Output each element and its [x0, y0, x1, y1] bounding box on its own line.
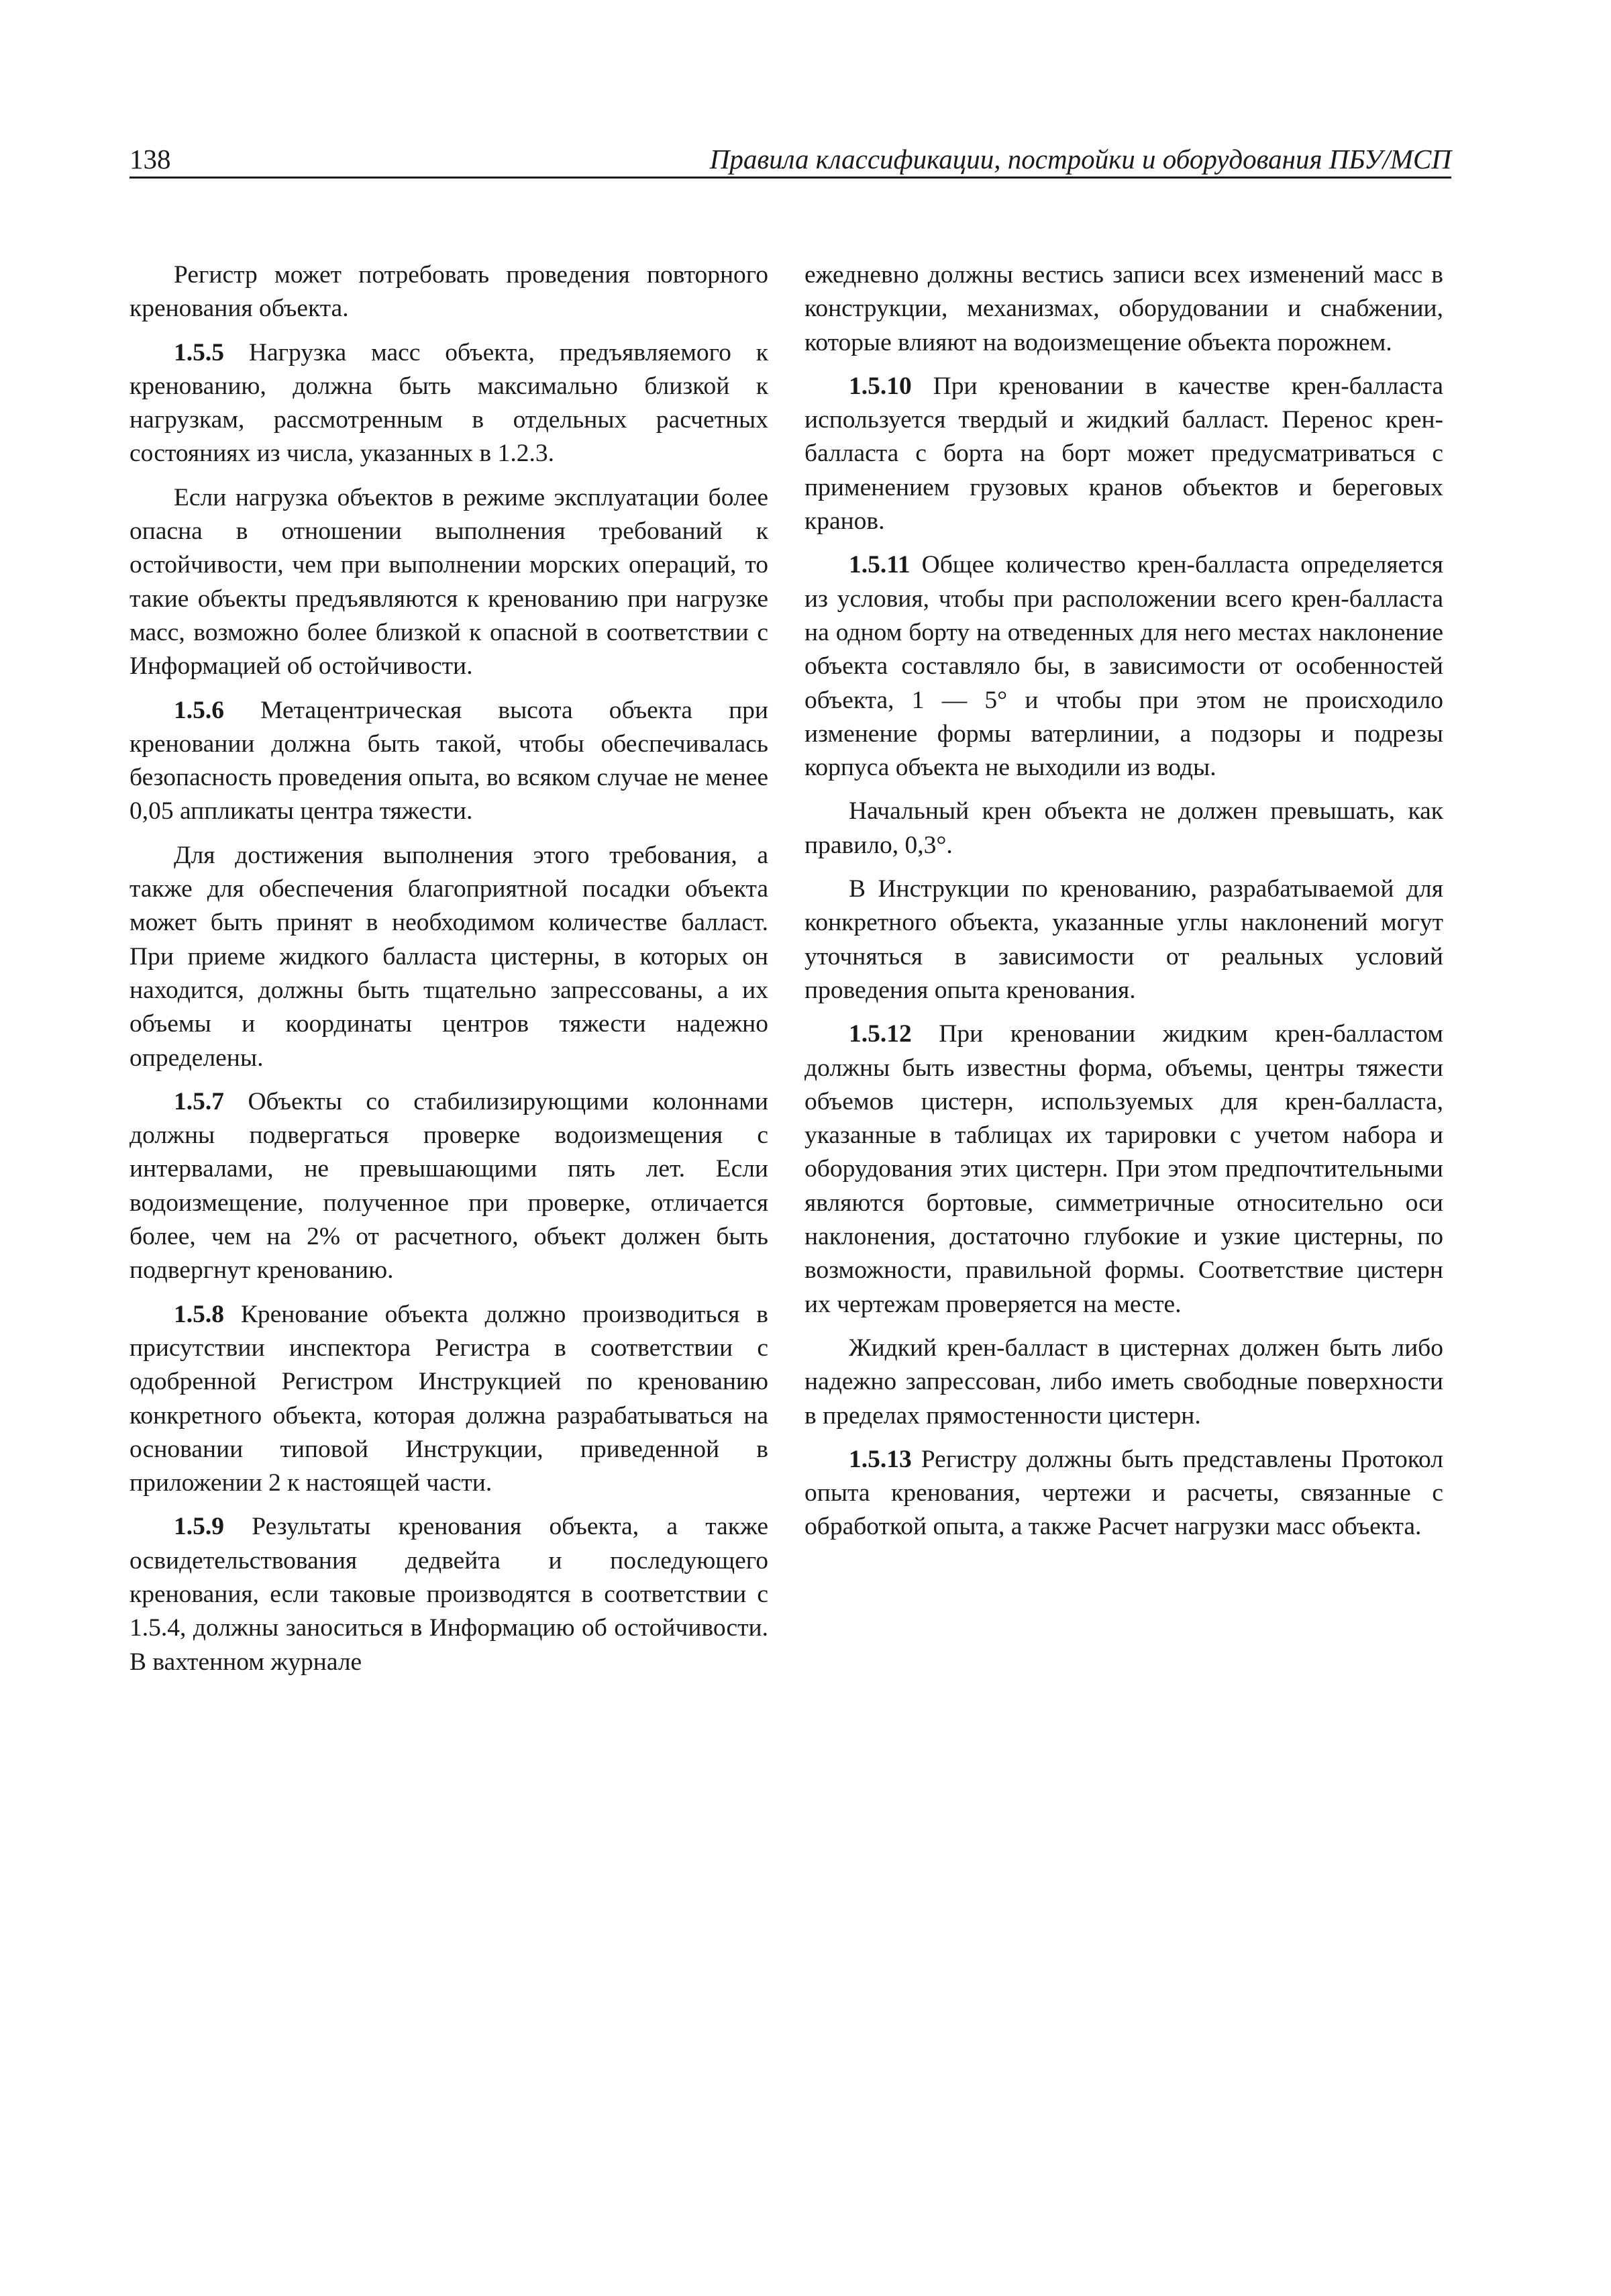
- paragraph: [129, 336, 768, 471]
- paragraph-text: Для достижения выполнения этого требования, а также для обеспечения благоприятной посадки объекта может быть принят в необходимом количестве балласт. При приеме жидкого балласта цистерны, в которых он находится, должны быть тщательно запрессованы, а их объемы и координаты центров тяжести надежно определены.: [129, 841, 768, 1072]
- paragraph-continuation: [804, 258, 1443, 360]
- clause-number: 1.5.10: [849, 372, 912, 400]
- paragraph: [804, 1443, 1443, 1544]
- paragraph-text: Если нагрузка объектов в режиме эксплуатации более опасна в отношении выполнения требований к остойчивости, чем при выполнении морских операций, то такие объекты предъявляются к кренованию при нагрузке масс, возможно более близкой к опасной в соответствии с Информацией об остойчивости.: [129, 483, 768, 681]
- paragraph-text: Объекты со стабилизирующими колоннами должны подвергаться проверке водоизмещения с интервалами, не превышающими пять лет. Если водоизмещение, полученное при проверке, отличается более, чем на 2% от расчетного, объект должен быть подвергнут кренованию.: [129, 1087, 769, 1285]
- paragraph-text: Результаты кренования объекта, а также освидетельствования дедвейта и последующего кренования, если таковые производятся в соответствии с 1.5.4, должны заноситься в Информацию об остойчивости. В вахтенном журнале: [129, 1513, 769, 1676]
- clause-number: 1.5.7: [174, 1087, 224, 1115]
- page-number: 138: [129, 144, 171, 174]
- paragraph-text: Метацентрическая высота объекта при креновании должна быть такой, чтобы обеспечивалась безопасность проведения опыта, во всяком случае не менее 0,05 аппликаты центра тяжести.: [129, 696, 768, 826]
- paragraph-text: ежедневно должны вестись записи всех изменений масс в конструкции, механизмах, оборудовании и снабжении, которые влияют на водоизмещение объекта порожнем.: [804, 261, 1443, 356]
- clause-number: 1.5.8: [174, 1300, 224, 1328]
- paragraph-text: Начальный крен объекта не должен превышать, как правило, 0,3°.: [804, 797, 1443, 859]
- paragraph-text: При креновании жидким крен-балластом должны быть известны форма, объемы, центры тяжести объемов цистерн, используемых для крен-балласта, указанные в таблицах их тарировки с учетом набора и оборудования этих цистерн. При этом предпочтительными являются бортовые, симметричные относительно оси наклонения, достаточно глубокие и узкие цистерны, по возможности, правильной формы. Соответствие цистерн их чертежам проверяется на месте.: [804, 1020, 1443, 1318]
- paragraph: [804, 370, 1443, 538]
- right-column: [804, 258, 1443, 1554]
- paragraph: [804, 795, 1443, 862]
- clause-number: 1.5.5: [174, 338, 224, 366]
- paragraph: [129, 258, 768, 326]
- paragraph: [129, 481, 768, 684]
- left-column: [129, 258, 768, 1689]
- running-title: Правила классификации, постройки и оборудования ПБУ/МСП: [709, 144, 1451, 174]
- clause-number: 1.5.12: [849, 1020, 912, 1048]
- paragraph: [804, 872, 1443, 1007]
- paragraph: [129, 694, 768, 829]
- paragraph-text: При креновании в качестве крен-балласта используется твердый и жидкий балласт. Перенос крен-балласта с борта на борт может предусматриваться с применением грузовых кранов объектов и береговых кранов.: [804, 372, 1443, 536]
- paragraph-text: В Инструкции по кренованию, разрабатываемой для конкретного объекта, указанные углы наклонений могут уточняться в зависимости от реальных условий проведения опыта кренования.: [804, 875, 1443, 1004]
- paragraph-text: Нагрузка масс объекта, предъявляемого к кренованию, должна быть максимально близкой к нагрузкам, рассмотренным в отдельных расчетных состояниях из числа, указанных в 1.2.3.: [129, 338, 768, 468]
- paragraph-text: Регистру должны быть представлены Протокол опыта кренования, чертежи и расчеты, связанные с обработкой опыта, а также Расчет нагрузки масс объекта.: [804, 1445, 1444, 1541]
- paragraph: [804, 1332, 1443, 1433]
- paragraph-text: Жидкий крен-балласт в цистернах должен быть либо надежно запрессован, либо иметь свободные поверхности в пределах прямостенности цистерн.: [804, 1334, 1443, 1430]
- paragraph: [129, 1298, 768, 1501]
- paragraph-text: Общее количество крен-балласта определяется из условия, чтобы при расположении всего крен-балласта на одном борту на отведенных для него местах наклонение объекта составляло бы, в зависимости от особенностей объекта, 1 — 5° и чтобы при этом не происходило изменение формы ватерлинии, а подзоры и подрезы корпуса объекта не выходили из воды.: [804, 551, 1443, 782]
- paragraph: [129, 1085, 768, 1288]
- paragraph-text: Регистр может потребовать проведения повторного кренования объекта.: [129, 261, 768, 323]
- clause-number: 1.5.6: [174, 696, 224, 724]
- header-rule: [129, 177, 1451, 179]
- paragraph: [129, 839, 768, 1075]
- paragraph: [804, 548, 1443, 785]
- clause-number: 1.5.11: [849, 551, 911, 579]
- paragraph: [129, 1510, 768, 1679]
- paragraph: [804, 1017, 1443, 1321]
- clause-number: 1.5.9: [174, 1513, 224, 1541]
- clause-number: 1.5.13: [849, 1445, 912, 1473]
- paragraph-text: Кренование объекта должно производиться в присутствии инспектора Регистра в соответствии с одобренной Регистром Инструкцией по кренованию конкретного объекта, которая должна разрабатываться на основании типовой Инструкции, приведенной в приложении 2 к настоящей части.: [129, 1300, 769, 1497]
